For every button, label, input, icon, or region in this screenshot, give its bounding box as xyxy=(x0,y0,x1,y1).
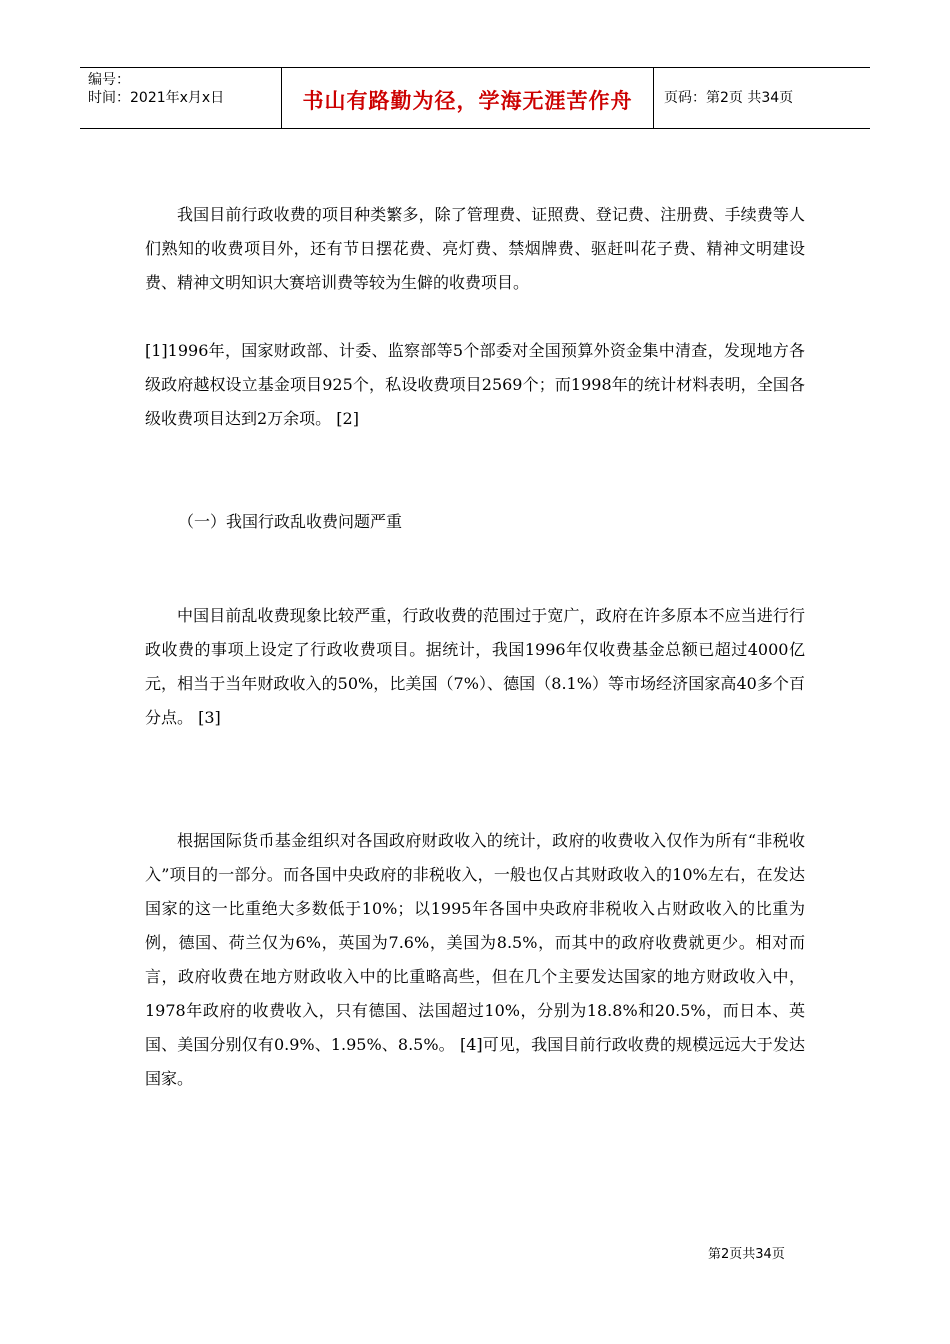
header-motto: 书山有路勤为径，学海无涯苦作舟 xyxy=(302,89,633,113)
header-page-code: 页码：第2页 共34页 xyxy=(664,90,794,106)
page-header xyxy=(80,67,870,129)
paragraph-fee-scale: 中国目前乱收费现象比较严重，行政收费的范围过于宽广，政府在许多原本不应当进行行政收费的事项上设定了行政收费项目。据统计，我国1996年仅收费基金总额已超过4000亿元，相当于当年财政收入的50%，比美国（7%）、德国（8.1%）等市场经济国家高40多个百分点。 [3] xyxy=(145,606,805,727)
header-page-cell xyxy=(654,68,870,128)
page-footer: 第2页共34页 xyxy=(708,1247,785,1262)
paragraph-1996-audit: [1]1996年，国家财政部、计委、监察部等5个部委对全国预算外资金集中清查，发现地方各级政府越权设立基金项目925个，私设收费项目2569个；而1998年的统计材料表明，全国各级收费项目达到2万余项。 [2] xyxy=(145,341,805,428)
header-motto-cell xyxy=(281,68,654,128)
header-info-cell xyxy=(80,68,281,128)
document-number-label: 编号： xyxy=(88,72,130,88)
section-heading: （一）我国行政乱收费问题严重 xyxy=(178,512,403,531)
document-date-label: 时间：2021年x月x日 xyxy=(88,90,225,106)
paragraph-imf-comparison: 根据国际货币基金组织对各国政府财政收入的统计，政府的收费收入仅作为所有“非税收入”项目的一部分。而各国中央政府的非税收入，一般也仅占其财政收入的10%左右，在发达国家的这一比重绝大多数低于10%；以1995年各国中央政府非税收入占财政收入的比重为例，德国、荷兰仅为6%，英国为7.6%，美国为8.5%，而其中的政府收费就更少。相对而言，政府收费在地方财政收入中的比重略高些，但在几个主要发达国家的地方财政收入中，1978年政府的收费收入，只有德国、法国超过10%，分别为18.8%和20.5%，而日本、英国、美国分别仅有0.9%、1.95%、8.5%。 [4]可见，我国目前行政收费的规模远远大于发达国家。 xyxy=(145,831,805,1088)
paragraph-fee-types: 我国目前行政收费的项目种类繁多，除了管理费、证照费、登记费、注册费、手续费等人们熟知的收费项目外，还有节日摆花费、亮灯费、禁烟牌费、驱赶叫花子费、精神文明建设费、精神文明知识大赛培训费等较为生僻的收费项目。 xyxy=(145,205,805,292)
